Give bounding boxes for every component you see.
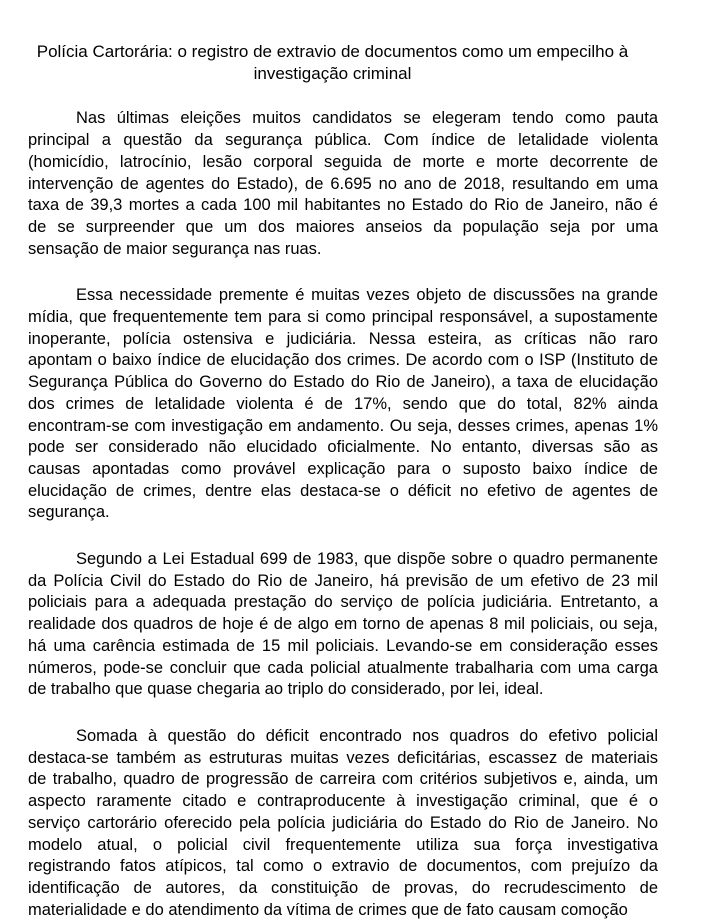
text-line: causas apontadas como provável explicação para o suposto baixo índice de	[28, 459, 658, 478]
paragraph-4	[28, 726, 658, 921]
text-line: de trabalho, quadro de progressão de carreira com critérios subjetivos e, ainda, um	[28, 770, 658, 789]
text-line: policiais para a adequada prestação do serviço de polícia judiciária. Entretanto, a	[28, 593, 658, 612]
text-line: números, pode-se concluir que cada policial atualmente trabalharia com uma carga	[28, 658, 658, 677]
text-line: modelo atual, o policial civil frequentemente utiliza sua força investigativa	[28, 835, 658, 854]
text-line: de se surpreender que um dos maiores anseios da população seja por uma	[28, 217, 658, 236]
text-line: aspecto raramente citado e contraproducente à investigação criminal, que é o	[28, 792, 658, 811]
text-line: principal a questão da segurança pública. Com índice de letalidade violenta	[28, 131, 658, 150]
text-line: elucidação de crimes, dentre elas destaca-se o déficit no efetivo de agentes de	[28, 481, 658, 500]
text-line: serviço cartorário oferecido pela polícia judiciária do Estado do Rio de Janeiro. No	[28, 813, 658, 832]
text-line: destaca-se também as estruturas muitas vezes deficitárias, escassez de materiais	[28, 748, 658, 767]
text-line: sensação de maior segurança nas ruas.	[28, 239, 322, 258]
text-line: Polícia Cartorária: o registro de extravio de documentos como um empecilho à	[36, 42, 629, 61]
text-line: há uma carência estimada de 15 mil policiais. Levando-se em consideração esses	[28, 636, 658, 655]
text-line: realidade dos quadros de hoje é de algo em torno de apenas 8 mil policiais, ou seja,	[28, 615, 658, 634]
text-line: mídia, que frequentemente tem para si como principal responsável, a supostamente	[28, 308, 658, 327]
text-line: segurança.	[28, 503, 110, 522]
text-line: inoperante, polícia ostensiva e judiciária. Nessa esteira, as críticas não raro	[28, 329, 658, 348]
text-line: dos crimes de letalidade violenta é de 17%, sendo que do total, 82% ainda	[28, 394, 658, 413]
text-line: (homicídio, latrocínio, lesão corporal seguida de morte e morte decorrente de	[28, 152, 658, 171]
text-line: materialidade e do atendimento da vítima de crimes que de fato causam comoção	[28, 900, 628, 919]
paragraph-1	[28, 108, 658, 260]
text-line: Nas últimas eleições muitos candidatos se elegeram tendo como pauta	[76, 109, 658, 128]
text-line: encontram-se com investigação em andamento. Ou seja, desses crimes, apenas 1%	[28, 416, 658, 435]
text-line: intervenção de agentes do Estado), de 6.695 no ano de 2018, resultando em uma	[28, 174, 658, 193]
text-line: de trabalho que quase chegaria ao triplo do considerado, por lei, ideal.	[28, 680, 544, 699]
text-line: registrando fatos atípicos, tal como o extravio de documentos, com prejuízo da	[28, 857, 658, 876]
text-line: taxa de 39,3 mortes a cada 100 mil habitantes no Estado do Rio de Janeiro, não é	[28, 196, 658, 215]
text-line: identificação de autores, da constituição de provas, do recrudescimento de	[28, 878, 658, 897]
document-title	[28, 41, 658, 84]
text-line: pode ser considerado não elucidado oficialmente. No entanto, diversas são as	[28, 438, 658, 457]
text-line: Segundo a Lei Estadual 699 de 1983, que dispõe sobre o quadro permanente	[76, 550, 658, 569]
text-line: Somada à questão do déficit encontrado nos quadros do efetivo policial	[76, 726, 658, 745]
text-line: Essa necessidade premente é muitas vezes objeto de discussões na grande	[76, 286, 658, 305]
text-line: da Polícia Civil do Estado do Rio de Janeiro, há previsão de um efetivo de 23 mil	[28, 571, 658, 590]
text-line: apontam o baixo índice de elucidação dos crimes. De acordo com o ISP (Instituto de	[28, 351, 658, 370]
text-line: Segurança Pública do Governo do Estado do Rio de Janeiro), a taxa de elucidação	[28, 373, 658, 392]
paragraph-3	[28, 549, 658, 701]
paragraph-2	[28, 285, 658, 524]
text-line: investigação criminal	[253, 63, 412, 83]
